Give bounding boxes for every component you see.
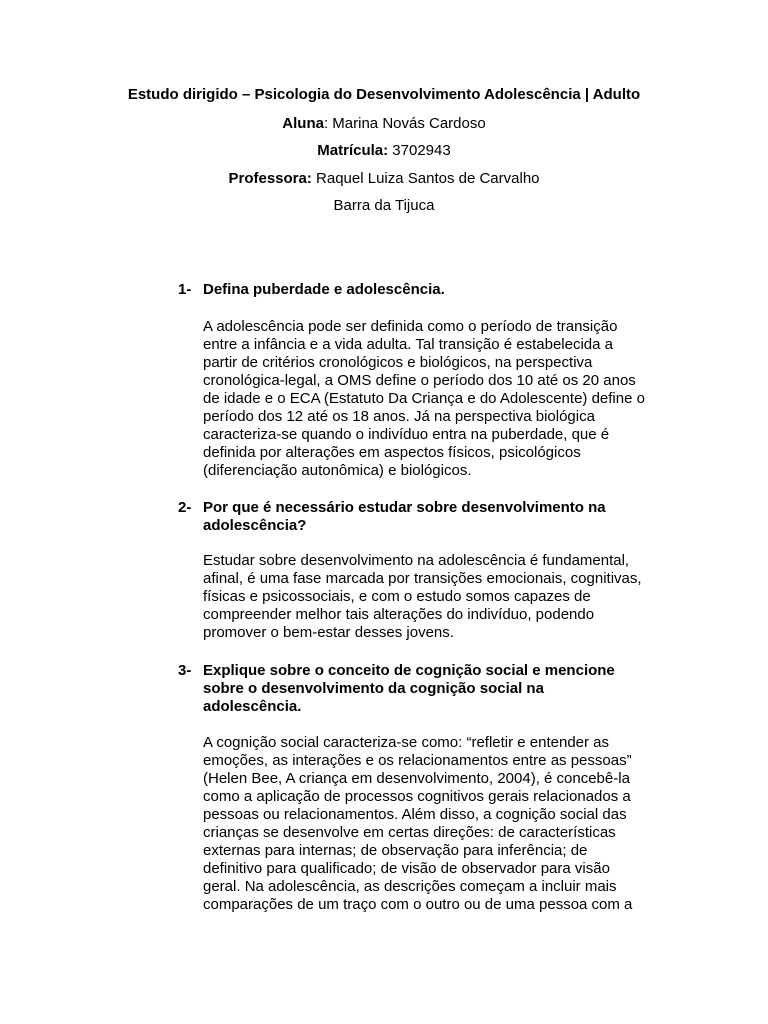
document-title: Estudo dirigido – Psicologia do Desenvolvimento Adolescência | Adulto bbox=[127, 86, 641, 103]
registration-value: 3702943 bbox=[388, 142, 451, 159]
registration-line bbox=[0, 142, 768, 160]
question-number: 2- bbox=[178, 499, 192, 516]
question-text: Explique sobre o conceito de cognição social e mencione sobre o desenvolvimento da cognição social na adolescência. bbox=[203, 662, 615, 715]
question-text: Por que é necessário estudar sobre desenvolvimento na adolescência? bbox=[203, 499, 606, 534]
question-text: Defina puberdade e adolescência. bbox=[203, 281, 445, 298]
professor-name: Raquel Luiza Santos de Carvalho bbox=[311, 170, 540, 187]
professor-label: Professora: bbox=[228, 170, 312, 187]
student-label: Aluna bbox=[282, 115, 324, 132]
answer-2: Estudar sobre desenvolvimento na adolescência é fundamental, afinal, é uma fase marcada por transições emocionais, cognitivas, físicas e psicossociais, e com o estudo somos capazes de compreender melhor tais alterações do indivíduo, podendo promover o bem-estar desses jovens. bbox=[203, 552, 642, 641]
question-number: 3- bbox=[178, 662, 192, 679]
student-separator: : bbox=[323, 115, 333, 132]
professor-line bbox=[0, 170, 768, 188]
answer-1: A adolescência pode ser definida como o período de transição entre a infância e a vida adulta. Tal transição é estabelecida a partir de critérios cronológicos e biológicos, na perspectiva cronológica-legal, a OMS define o período dos 10 até os 20 anos de idade e o ECA (Estatuto Da Criança e do Adolescente) define o período dos 12 até os 18 anos. Já na perspectiva biológica caracteriza-se quando o indivíduo entra na puberdade, que é definida por alterações em aspectos físicos, psicológicos (diferenciação autonômica) e biológicos. bbox=[203, 318, 645, 479]
answer-3: A cognição social caracteriza-se como: “refletir e entender as emoções, as interações e os relacionamentos entre as pessoas” (Helen Bee, A criança em desenvolvimento, 2004), é concebê-la como a aplicação de processos cognitivos gerais relacionados a pessoas ou relacionamentos. Além disso, a cognição social das crianças se desenvolve em certas direções: de características externas para internas; de observação para inferência; de definitivo para qualificado; de visão de observador para visão geral. Na adolescência, as descrições começam a incluir mais comparações de um traço com o outro ou de uma pessoa com a bbox=[203, 734, 633, 913]
question-number: 1- bbox=[178, 281, 192, 298]
student-line bbox=[0, 115, 768, 133]
registration-label: Matrícula: bbox=[317, 142, 389, 159]
campus-line: Barra da Tijuca bbox=[333, 197, 435, 214]
student-name: Marina Novás Cardoso bbox=[332, 115, 486, 132]
